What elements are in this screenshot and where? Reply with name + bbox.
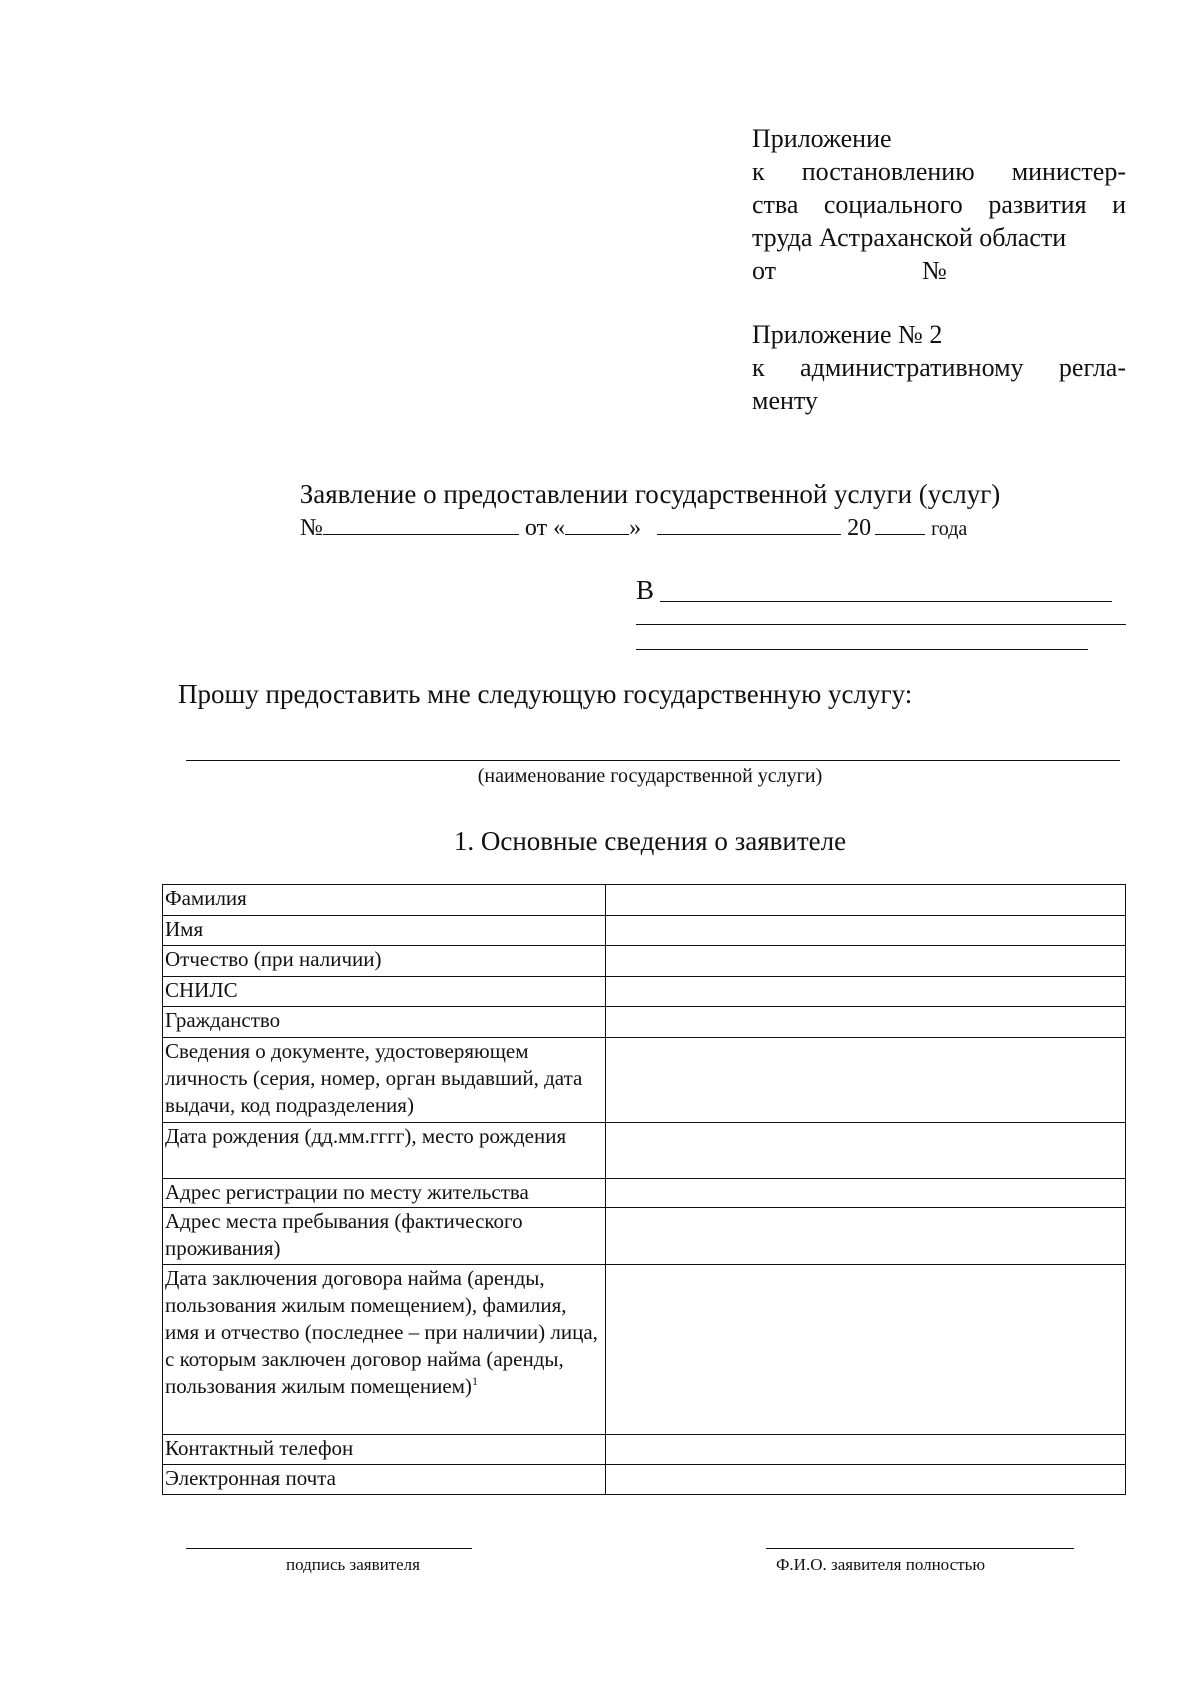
field-label-text: Электронная почта [165,1466,336,1490]
field-value[interactable] [605,885,1126,916]
recipient-line-2[interactable] [636,624,1126,625]
field-value[interactable] [605,1179,1126,1208]
appendix2-header [752,318,1126,417]
signature-line[interactable] [186,1548,472,1549]
year-field[interactable] [875,512,925,535]
field-label [163,916,606,946]
field-label [163,1123,606,1179]
full-name-line[interactable] [766,1548,1074,1549]
field-label-text: Имя [165,917,204,941]
field-label-text: Дата заключения договора найма (аренды, пользования жилым помещением), фамилия, имя и отчество (последнее – при наличии) лица, с которым заключен договор найма (аренды, пользования жилым помещением) [165,1266,598,1398]
table-row [163,946,1126,977]
decree-line-1: к постановлению министер- [752,157,1126,186]
year-word: года [931,518,968,540]
service-name-caption: (наименование государственной услуги) [477,765,823,787]
regulation-line-1: к административному регла- [752,353,1126,382]
table-row [163,977,1126,1007]
appendix2-title: Приложение № 2 [752,320,943,349]
field-value[interactable] [605,1435,1126,1465]
field-label-text: Контактный телефон [165,1436,354,1460]
field-label-text: Сведения о документе, удостоверяющем личность (серия, номер, орган выдавший, дата выдачи, код подразделения) [165,1039,583,1117]
decree-from-label: от [752,256,777,285]
signature-caption: подпись заявителя [286,1555,420,1574]
number-sign: № [300,515,323,541]
field-label [163,885,606,916]
decree-date-number [752,254,1126,287]
field-label-text: Фамилия [165,886,247,910]
field-label-text: Дата рождения (дд.мм.гггг), место рождения [165,1124,567,1148]
field-label [163,1465,606,1495]
field-value[interactable] [605,916,1126,946]
full-name-caption: Ф.И.О. заявителя полностью [776,1555,986,1574]
application-number-date-line [300,512,967,544]
field-value[interactable] [605,946,1126,977]
field-value[interactable] [605,1123,1126,1179]
field-label [163,1435,606,1465]
table-row [163,1265,1126,1435]
section-1-title: 1. Основные сведения о заявителе [453,826,847,856]
decree-line-3: труда Астраханской области [752,223,1067,252]
appendix-header [752,122,1126,287]
year-prefix: 20 [847,515,872,541]
applicant-info-table [162,884,1126,1495]
footnote-marker: 1 [471,1374,478,1388]
field-value[interactable] [605,1208,1126,1265]
recipient-label: В [636,575,655,605]
number-field[interactable] [323,512,519,535]
decree-line-2: ства социального развития и [752,190,1126,219]
field-label [163,946,606,977]
quote-close: » [629,515,642,541]
field-value[interactable] [605,1038,1126,1123]
table-row [163,1179,1126,1208]
field-label-text: Адрес места пребывания (фактического проживания) [165,1209,523,1260]
decree-number-label: № [922,256,947,285]
field-value[interactable] [605,977,1126,1007]
table-row [163,1038,1126,1123]
regulation-line-2: менту [752,386,818,415]
field-label [163,1007,606,1038]
field-value[interactable] [605,1465,1126,1495]
table-row [163,885,1126,916]
field-label [163,977,606,1007]
field-label [163,1265,606,1435]
day-field[interactable] [565,512,629,535]
field-value[interactable] [605,1265,1126,1435]
recipient-line-1[interactable] [660,601,1112,602]
field-label [163,1179,606,1208]
field-label-text: Гражданство [165,1008,281,1032]
field-label [163,1208,606,1265]
table-row [163,1123,1126,1179]
recipient-line-3[interactable] [636,649,1088,650]
table-row [163,916,1126,946]
table-row [163,1007,1126,1038]
table-row [163,1435,1126,1465]
field-label-text: Отчество (при наличии) [165,947,382,971]
field-value[interactable] [605,1007,1126,1038]
field-label [163,1038,606,1123]
appendix-title: Приложение [752,124,892,153]
application-title: Заявление о предоставлении государственной услуги (услуг) [299,479,1001,509]
service-name-line[interactable] [186,760,1120,761]
table-row [163,1465,1126,1495]
request-text: Прошу предоставить мне следующую государственную услугу: [178,679,913,709]
field-label-text: Адрес регистрации по месту жительства [165,1180,529,1204]
field-label-text: СНИЛС [165,978,238,1002]
month-field[interactable] [657,512,841,535]
table-row [163,1208,1126,1265]
from-word: от « [524,515,566,541]
